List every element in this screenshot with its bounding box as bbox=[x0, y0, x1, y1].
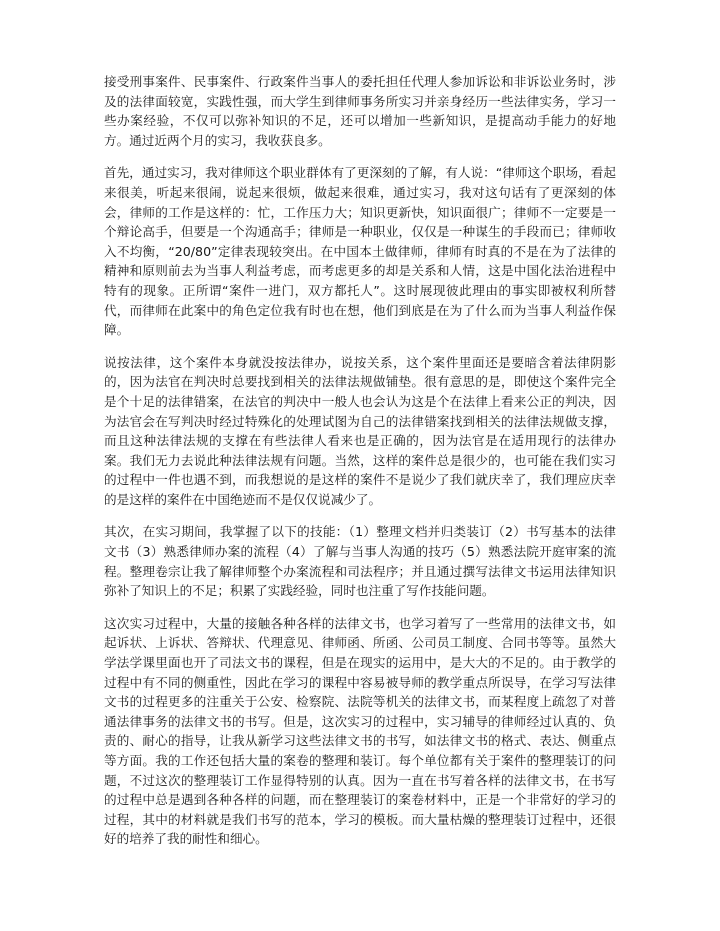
document-body bbox=[104, 72, 616, 862]
paragraph-first: 首先，通过实习，我对律师这个职业群体有了更深刻的了解，有人说：“律师这个职场，看起来很美，听起来很闹，说起来很烦，做起来很难，通过实习，我对这句话有了更深刻的体会，律师的工作是这样的：忙，工作压力大；知识更新快，知识面很广；律师不一定要是一个辩论高手，但要是一个沟通高手；律师是一种职业，仅仅是一种谋生的手段而已；律师收入不均衡，“20/80”定律表现较突出。在中国本土做律师，律师有时真的不是在为了法律的精神和原则前去为当事人利益考虑，而考虑更多的却是关系和人情，这是中国化法治进程中特有的现象。正所谓“案件一进门，双方都托人”。这时展现彼此理由的事实即被权利所替代，而律师在此案中的角色定位我有时也在想，他们到底是在为了什么而为当事人利益作保障。 bbox=[104, 165, 616, 338]
paragraph-law: 说按法律，这个案件本身就没按法律办，说按关系，这个案件里面还是要暗含着法律阴影的，因为法官在判决时总要找到相关的法律法规做铺垫。很有意思的是，即使这个案件完全是个十足的法律错案，在法官的判决中一般人也会认为这是个在法律上看来公正的判决，因为法官会在写判决时经过特殊化的处理试图为自己的法律错案找到相关的法律法规做支撑，而且这种法律法规的支撑在有些法律人看来也是正确的，因为法官是在适用现行的法律办案。我们无力去说此种法律法规有问题。当然，这样的案件总是很少的，也可能在我们实习的过程中一件也遇不到，而我想说的是这样的案件不是说少了我们就庆幸了，我们理应庆幸的是这样的案件在中国绝迹而不是仅仅说减少了。 bbox=[104, 354, 616, 507]
paragraph-intro: 接受刑事案件、民事案件、行政案件当事人的委托担任代理人参加诉讼和非诉讼业务时，涉及的法律面较宽，实践性强，而大学生到律师事务所实习并亲身经历一些法律实务，学习一些办案经验，不仅可以弥补知识的不足，还可以增加一些新知识，是提高动手能力的好地方。通过近两个月的实习，我收获良多。 bbox=[104, 74, 616, 148]
paragraph-documents: 这次实习过程中，大量的接触各种各样的法律文书，也学习着写了一些常用的法律文书，如起诉状、上诉状、答辩状、代理意见、律师函、所函、公司员工制度、合同书等等。虽然大学法学课里面也开了司法文书的课程，但是在现实的运用中，是大大的不足的。由于教学的过程中有不同的侧重性，因此在学习的课程中容易被导师的教学重点所误导，在学习写法律文书的过程更多的注重关于公安、检察院、法院等机关的法律文书，而某程度上疏忽了对普通法律事务的法律文书的书写。但是，这次实习的过程中，实习辅导的律师经过认真的、负责的、耐心的指导，让我从新学习这些法律文书的书写，如法律文书的格式、表达、侧重点等方面。我的工作还包括大量的案卷的整理和装订。每个单位都有关于案件的整理装订的问题，不过这次的整理装订工作显得特别的认真。因为一直在书写着各样的法律文书，在书写的过程中总是遇到各种各样的问题，而在整理装订的案卷材料中，正是一个非常好的学习的过程，其中的材料就是我们书写的范本，学习的模板。而大量枯燥的整理装订过程中，还很好的培养了我的耐性和细心。 bbox=[104, 615, 616, 847]
paragraph-skills: 其次，在实习期间，我掌握了以下的技能：（1）整理文档并归类装订（2）书写基本的法律文书（3）熟悉律师办案的流程（4）了解与当事人沟通的技巧（5）熟悉法院开庭审案的流程。整理卷宗让我了解律师整个办案流程和司法程序；并且通过撰写法律文书运用法律知识弥补了知识上的不足；积累了实践经验，同时也注重了写作技能问题。 bbox=[104, 524, 616, 599]
